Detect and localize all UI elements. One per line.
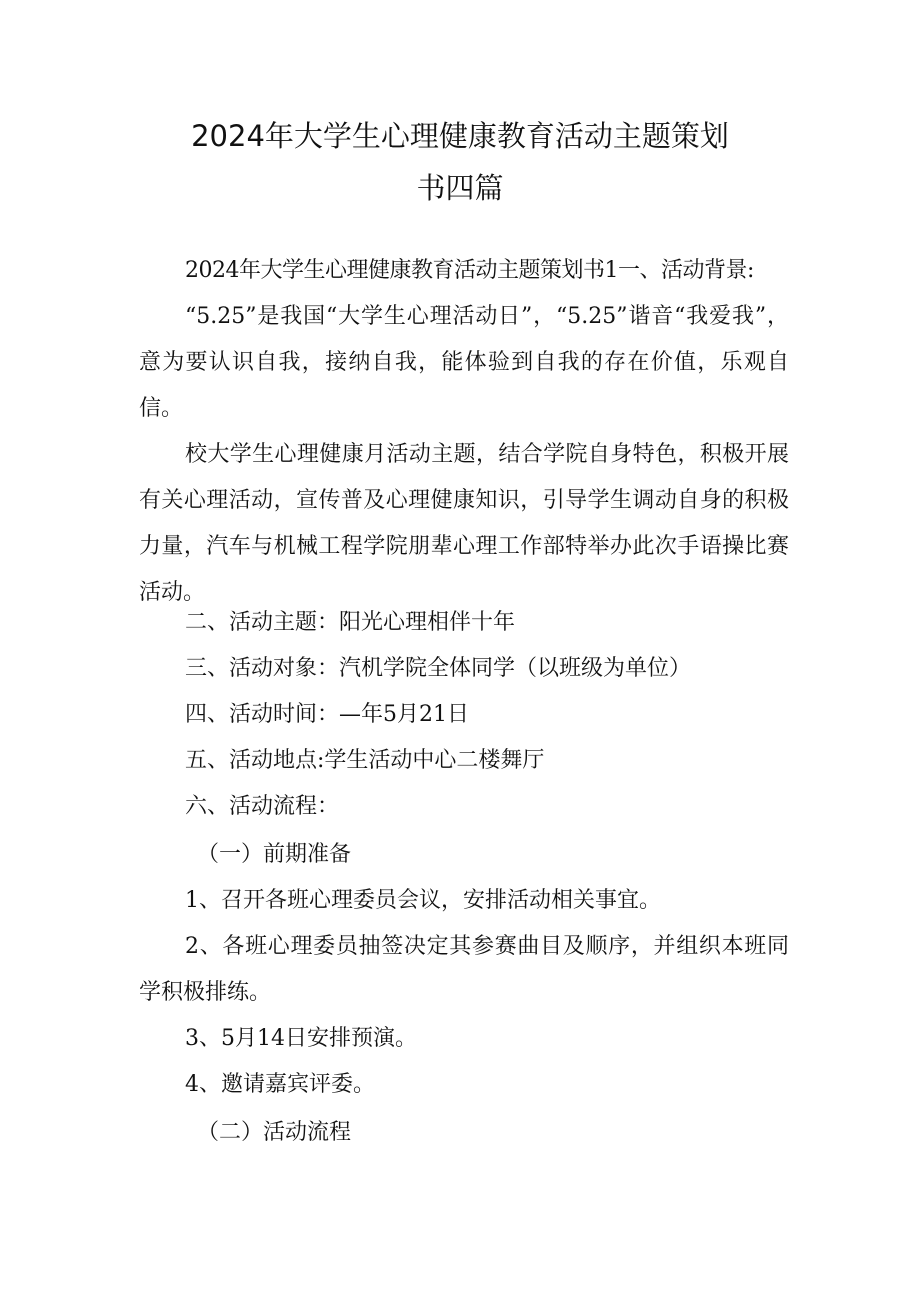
paragraph-item-3: 3、5月14日安排预演。 — [185, 1026, 417, 1051]
paragraph-theme: 二、活动主题：阳光心理相伴十年 — [185, 610, 516, 635]
paragraph-process-heading: 六、活动流程： — [185, 794, 340, 819]
paragraph-item-1: 1、召开各班心理委员会议，安排活动相关事宜。 — [185, 888, 661, 913]
paragraph-location: 五、活动地点:学生活动中心二楼舞厅 — [185, 748, 545, 773]
paragraph-activity-heading: （二）活动流程 — [197, 1120, 352, 1145]
paragraph-intro: 2024年大学生心理健康教育活动主题策划书1一、活动背景: — [185, 258, 754, 283]
paragraph-preparation-heading: （一）前期准备 — [197, 842, 352, 867]
paragraph-item-4: 4、邀请嘉宾评委。 — [185, 1072, 375, 1097]
paragraph-purpose: 校大学生心理健康月活动主题，结合学院自身特色，积极开展有关心理活动，宣传普及心理健康知识，引导学生调动自身的积极力量，汽车与机械工程学院朋辈心理工作部特举办此次手语操比赛活动。 — [139, 442, 789, 605]
paragraph-time: 四、活动时间：—年5月21日 — [185, 702, 469, 727]
document-title-line-2: 书四篇 — [416, 171, 504, 205]
paragraph-background: “5.25”是我国“大学生心理活动日”，“5.25”谐音“我爱我”，意为要认识自我，接纳自我，能体验到自我的存在价值，乐观自信。 — [139, 304, 789, 421]
document-title-line-1: 2024年大学生心理健康教育活动主题策划 — [191, 119, 729, 153]
paragraph-item-2: 2、各班心理委员抽签决定其参赛曲目及顺序，并组织本班同学积极排练。 — [139, 934, 789, 1005]
paragraph-audience: 三、活动对象：汽机学院全体同学（以班级为单位） — [185, 656, 692, 681]
